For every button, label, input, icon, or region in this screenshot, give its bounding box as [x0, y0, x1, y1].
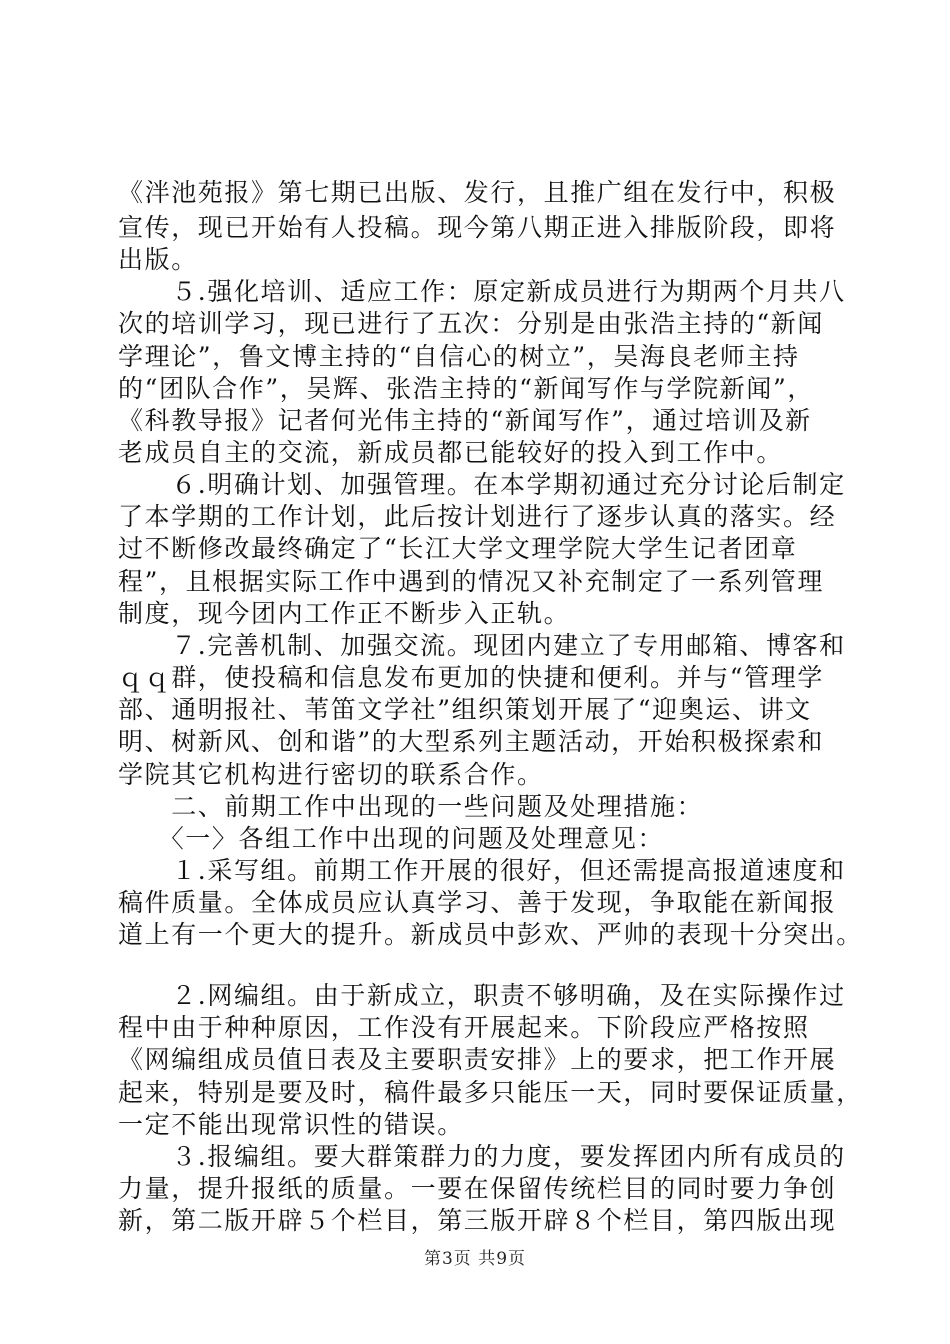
- body-text-line: 学理论”，鲁文博主持的“自信心的树立”，吴海良老师主持: [118, 342, 800, 371]
- body-text-line: 制度，现今团内工作正不断步入正轨。: [118, 599, 571, 628]
- body-text-line: 次的培训学习，现已进行了五次：分别是由张浩主持的“新闻: [118, 309, 824, 338]
- section-heading: 二、前期工作中出现的一些问题及处理措施：: [118, 792, 704, 821]
- body-text-line: 道上有一个更大的提升。新成员中彭欢、严帅的表现十分突出。: [118, 920, 863, 949]
- body-text-line: ６.明确计划、加强管理。在本学期初通过充分讨论后制定: [118, 470, 846, 499]
- body-text-line: 老成员自主的交流，新成员都已能较好的投入到工作中。: [118, 438, 784, 467]
- body-text-line: 宣传，现已开始有人投稿。现今第八期正进入排版阶段，即将: [118, 213, 837, 242]
- body-text-line: 新，第二版开辟５个栏目，第三版开辟８个栏目，第四版出现: [118, 1206, 837, 1235]
- body-text-line: 程”，且根据实际工作中遇到的情况又补充制定了一系列管理: [118, 567, 824, 596]
- body-text-line: 《网编组成员值日表及主要职责安排》上的要求，把工作开展: [118, 1045, 837, 1074]
- body-text-line: ｑｑ群，使投稿和信息发布更加的快捷和便利。并与“管理学: [118, 663, 824, 692]
- body-text-line: 明、树新风、创和谐”的大型系列主题活动，开始积极探索和: [118, 727, 824, 756]
- body-text-line: 《科教导报》记者何光伟主持的“新闻写作”，通过培训及新: [118, 406, 812, 435]
- body-text-line: 力量，提升报纸的质量。一要在保留传统栏目的同时要力争创: [118, 1174, 837, 1203]
- body-text-line: 过不断修改最终确定了“长江大学文理学院大学生记者团章: [118, 534, 798, 563]
- subsection-heading: 〈一〉各组工作中出现的问题及处理意见：: [118, 824, 665, 853]
- body-text-line: 部、通明报社、苇笛文学社”组织策划开展了“迎奥运、讲文: [118, 695, 812, 724]
- body-text-line: 《泮池苑报》第七期已出版、发行，且推广组在发行中，积极: [118, 178, 837, 207]
- page-number-footer: 第3页 共9页: [423, 1249, 527, 1269]
- body-text-line: 学院其它机构进行密切的联系合作。: [118, 760, 544, 789]
- body-text-line: 了本学期的工作计划，此后按计划进行了逐步认真的落实。经: [118, 502, 837, 531]
- body-text-line: ７.完善机制、加强交流。现团内建立了专用邮箱、博客和: [118, 631, 846, 660]
- body-text-line: 稿件质量。全体成员应认真学习、善于发现，争取能在新闻报: [118, 888, 837, 917]
- body-text-line: ３.报编组。要大群策群力的力度，要发挥团内所有成员的: [118, 1142, 846, 1171]
- body-text-line: 出版。: [118, 245, 198, 274]
- body-text-line: ５.强化培训、适应工作：原定新成员进行为期两个月共八: [118, 277, 846, 306]
- body-text-line: 起来，特别是要及时，稿件最多只能压一天，同时要保证质量，: [118, 1078, 863, 1107]
- body-text-line: 一定不能出现常识性的错误。: [118, 1110, 464, 1139]
- body-text-line: １.采写组。前期工作开展的很好，但还需提高报道速度和: [118, 856, 846, 885]
- body-text-line: ２.网编组。由于新成立，职责不够明确，及在实际操作过: [118, 981, 846, 1010]
- body-text-line: 的“团队合作”，吴辉、张浩主持的“新闻写作与学院新闻”，: [118, 374, 814, 403]
- body-text-line: 程中由于种种原因，工作没有开展起来。下阶段应严格按照: [118, 1013, 810, 1042]
